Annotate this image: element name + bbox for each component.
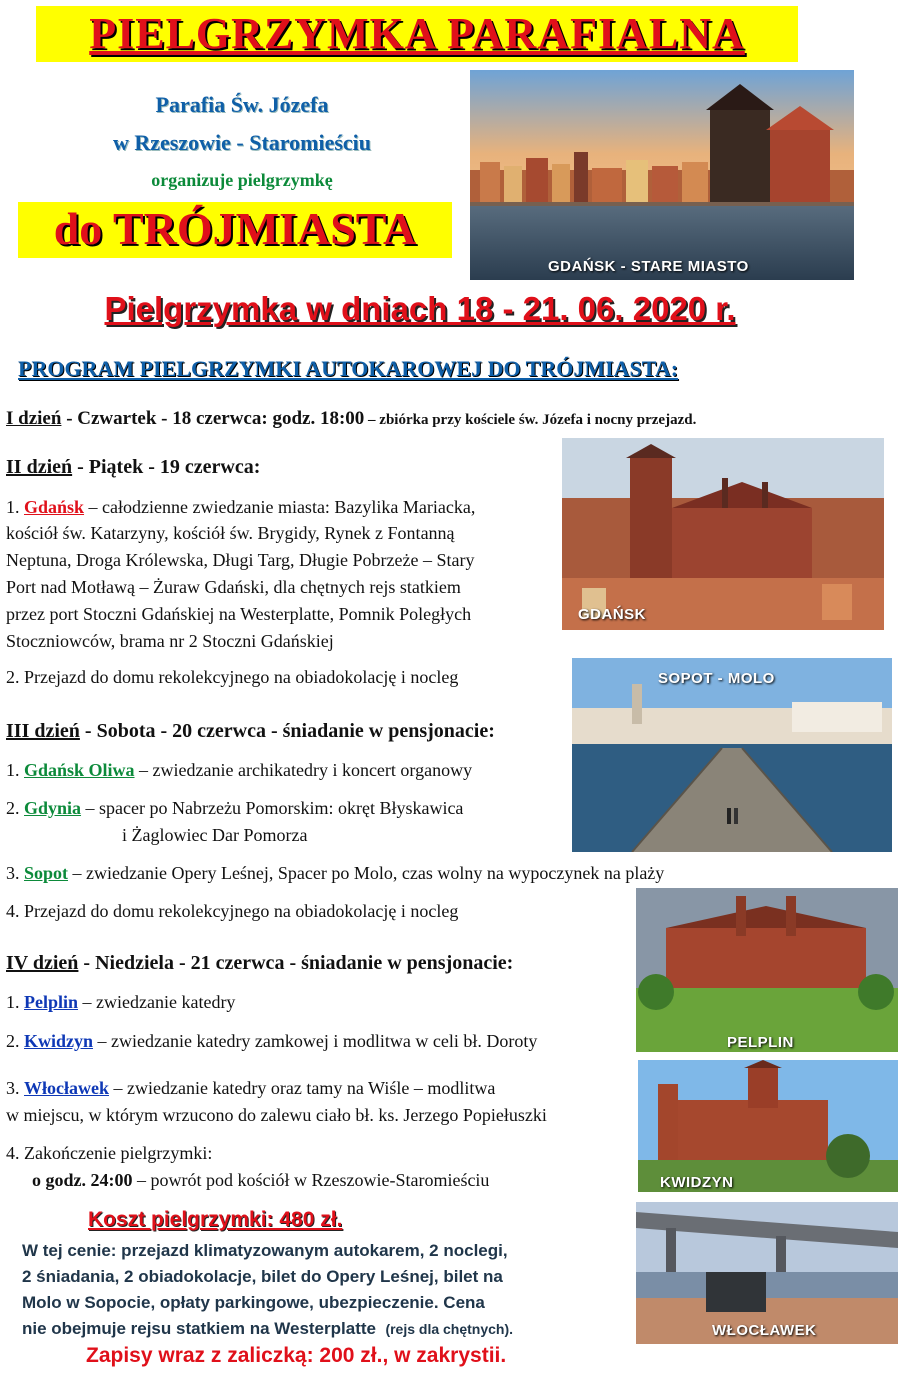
- day2-item1-line4: Port nad Motławą – Żuraw Gdański, dla chętnych rejs statkiem: [6, 577, 461, 597]
- day4-item1-text: – zwiedzanie katedry: [78, 992, 236, 1012]
- day4-item3: [6, 1075, 495, 1101]
- price-note: (rejs dla chętnych).: [385, 1321, 514, 1337]
- price-line1: W tej cenie: przejazd klimatyzowanym autokarem, 2 noclegi,: [22, 1241, 508, 1260]
- day3-item2-cont: i Żaglowiec Dar Pomorza: [122, 825, 308, 845]
- photo-pelplin: [636, 888, 898, 1052]
- day3-item3-num: 3.: [6, 863, 24, 883]
- day3-item1: [6, 757, 472, 783]
- day4-item4: 4. Zakończenie pielgrzymki:: [6, 1143, 213, 1163]
- program-title: PROGRAM PIELGRZYMKI AUTOKAROWEJ DO TRÓJMIASTA:: [18, 356, 679, 381]
- organizes-text: organizuje pielgrzymkę: [151, 170, 333, 190]
- place-gdansk: Gdańsk: [24, 497, 85, 517]
- destination-title: do TRÓJMIASTA: [53, 203, 417, 254]
- day3-text: - Sobota - 20 czerwca - śniadanie w pensjonacie:: [79, 720, 495, 742]
- day2-item1-line3: Neptuna, Droga Królewska, Długi Targ, Długie Pobrzeże – Stary: [6, 550, 475, 570]
- day3-item2-text: – spacer po Nabrzeżu Pomorskim: okręt Błyskawica: [81, 798, 464, 818]
- price-line4-text: nie obejmuje rejsu statkiem na Westerplatte: [22, 1319, 376, 1338]
- return-text: – powrót pod kościół w Rzeszowie-Staromieściu: [132, 1170, 490, 1190]
- day4-label: IV dzień: [6, 952, 79, 974]
- day2-item1-line1: – całodzienne zwiedzanie miasta: Bazylika Mariacka,: [84, 497, 476, 517]
- return-time: o godz. 24:00: [32, 1170, 133, 1190]
- price-details: [22, 1238, 622, 1342]
- day4-item2-text: – zwiedzanie katedry zamkowej i modlitwa w celi bł. Doroty: [93, 1031, 538, 1051]
- day4-item1-num: 1.: [6, 992, 24, 1012]
- photo-kwidzyn: [638, 1060, 898, 1192]
- trip-dates: Pielgrzymka w dniach 18 - 21. 06. 2020 r.: [104, 290, 736, 327]
- day2-header: [6, 456, 260, 479]
- day3-item1-num: 1.: [6, 760, 24, 780]
- day2-item1-line2: kościół św. Katarzyny, kościół św. Brygidy, Rynek z Fontanną: [6, 523, 455, 543]
- cost-title: Koszt pielgrzymki: 480 zł.: [88, 1208, 343, 1231]
- place-sopot: Sopot: [24, 863, 69, 883]
- day2-text: - Piątek - 19 czerwca:: [72, 456, 261, 478]
- day1-header: [6, 408, 696, 430]
- day4-item3-cont: w miejscu, w którym wrzucono do zalewu ciało bł. ks. Jerzego Popiełuszki: [6, 1105, 547, 1125]
- day3-item3-text: – zwiedzanie Opery Leśnej, Spacer po Molo, czas wolny na wypoczynek na plaży: [68, 863, 665, 883]
- day4-item2: [6, 1028, 537, 1054]
- day4-text: - Niedziela - 21 czerwca - śniadanie w pensjonacie:: [78, 952, 514, 974]
- price-line2: 2 śniadania, 2 obiadokolacje, bilet do Opery Leśnej, bilet na: [22, 1267, 503, 1286]
- day4-item3-num: 3.: [6, 1078, 24, 1098]
- caption-gdansk: GDAŃSK: [578, 606, 647, 623]
- caption-wloclawek: WŁOCŁAWEK: [712, 1322, 817, 1339]
- day4-return: [32, 1167, 489, 1193]
- day3-header: [6, 720, 495, 743]
- day2-item2: 2. Przejazd do domu rekolekcyjnego na obiadokolację i nocleg: [6, 667, 459, 687]
- place-wloclawek: Włocławek: [24, 1078, 109, 1098]
- photo-sopot: [572, 658, 892, 852]
- enrollment-info: Zapisy wraz z zaliczką: 200 zł., w zakrystii.: [86, 1344, 507, 1367]
- place-gdansk-oliwa: Gdańsk Oliwa: [24, 760, 135, 780]
- day2-item1: [6, 494, 475, 520]
- day4-item3-text: – zwiedzanie katedry oraz tamy na Wiśle – modlitwa: [109, 1078, 496, 1098]
- place-gdynia: Gdynia: [24, 798, 82, 818]
- page-title: PIELGRZYMKA PARAFIALNA: [89, 9, 745, 58]
- parish-location: w Rzeszowie - Staromieściu: [112, 130, 372, 155]
- day3-item2-num: 2.: [6, 798, 24, 818]
- caption-pelplin: PELPLIN: [727, 1034, 794, 1051]
- parish-name: Parafia Św. Józefa: [155, 92, 329, 117]
- day3-item1-text: – zwiedzanie archikatedry i koncert organowy: [134, 760, 473, 780]
- day4-item1: [6, 989, 235, 1015]
- photo-gdansk-old-town: [470, 70, 854, 280]
- day3-item4: 4. Przejazd do domu rekolekcyjnego na obiadokolację i nocleg: [6, 901, 459, 921]
- day2-item1-num: 1.: [6, 497, 24, 517]
- price-line4: [22, 1316, 622, 1342]
- day3-item2: [6, 795, 463, 821]
- place-kwidzyn: Kwidzyn: [24, 1031, 94, 1051]
- price-line3: Molo w Sopocie, opłaty parkingowe, ubezpieczenie. Cena: [22, 1293, 485, 1312]
- day2-item1-line5: przez port Stoczni Gdańskiej na Westerplatte, Pomnik Poległych: [6, 604, 472, 624]
- caption-gdansk-old-town: GDAŃSK - STARE MIASTO: [548, 258, 749, 275]
- photo-gdansk: [562, 438, 884, 630]
- day3-item3: [6, 860, 664, 886]
- day2-item1-line6: Stoczniowców, brama nr 2 Stoczni Gdańskiej: [6, 631, 334, 651]
- day2-label: II dzień: [6, 456, 73, 478]
- day1-label: I dzień: [6, 408, 62, 429]
- caption-sopot: SOPOT - MOLO: [658, 670, 775, 687]
- day3-label: III dzień: [6, 720, 80, 742]
- day4-item2-num: 2.: [6, 1031, 24, 1051]
- day1-text: - Czwartek - 18 czerwca: godz. 18:00: [61, 408, 365, 429]
- caption-kwidzyn: KWIDZYN: [660, 1174, 734, 1191]
- day1-note: – zbiórka przy kościele św. Józefa i nocny przejazd.: [364, 412, 697, 428]
- day4-header: [6, 952, 513, 975]
- place-pelplin: Pelplin: [24, 992, 79, 1012]
